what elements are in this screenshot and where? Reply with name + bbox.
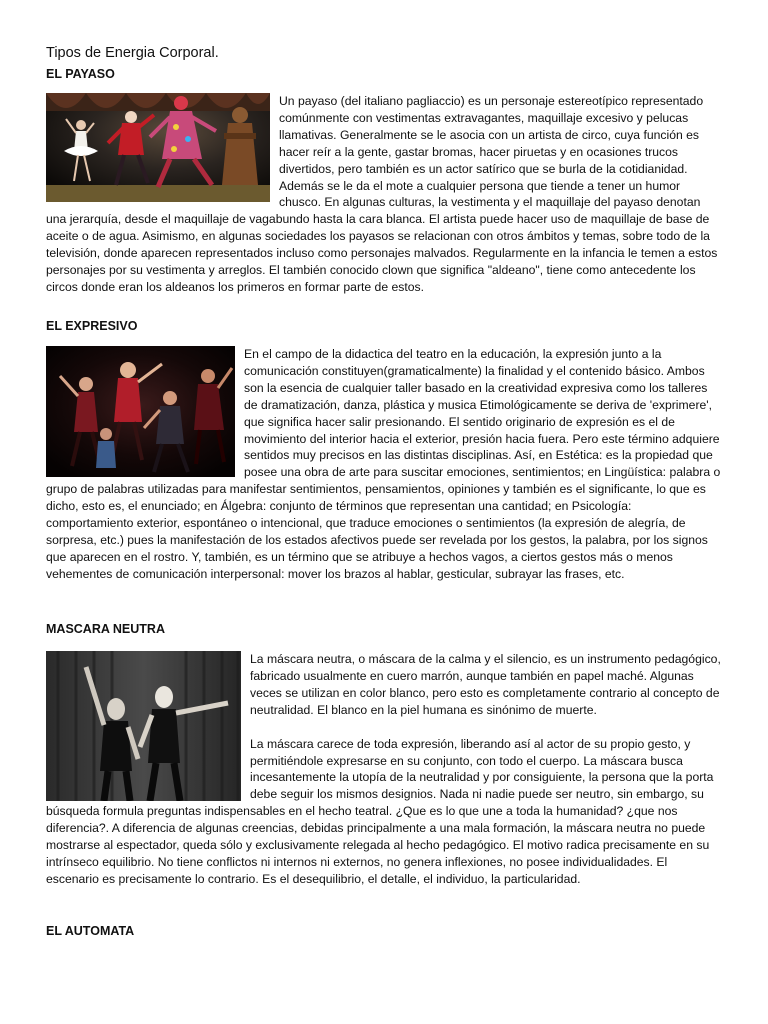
paragraph-mascara-neutra-1: La máscara neutra, o máscara de la calma y el silencio, es un instrumento pedagógico, fabricado usualmente en cuero marrón, aunque también en papel maché. Algunas veces se utilizan en color blanco, pero esto es completamente contrario al concepto de neutralidad. El blanco en la piel humana es sinónimo de muerte. — [250, 652, 721, 717]
clown-performers-photo — [46, 93, 270, 202]
heading-mascara-neutra: MASCARA NEUTRA — [46, 622, 165, 636]
section-el-expresivo — [46, 346, 722, 583]
heading-el-payaso: EL PAYASO — [46, 67, 115, 81]
paragraph-mascara-neutra-2: La máscara carece de toda expresión, liberando así al actor de su propio gesto, y permitiéndole expresarse en su conjunto, con todo el cuerpo. La máscara busca incesantemente la utopía de la neutralidad y por consiguiente, la persona que la porta debe seguir los mismos designios. Nada ni nadie puede ser neutro, sin embargo, su búsqueda formula preguntas indispensables en el hecho teatral. ¿Que es lo que une a toda la humanidad? ¿que nos diferencia?. A diferencia de algunas creencias, debidas principalmente a una mala formación, la máscara neutra no puede mostrarse al espectador, queda sólo y exclusivamente relegada al hecho pedagógico. El motivo radica precisamente en su intrínseco equilibrio. No tiene conflictos ni internos ni externos, no genera inflexiones, no posee individualidades. El escenario es precisamente lo contrario. Es el desequilibrio, el detalle, el individuo, la particularidad. — [46, 736, 714, 886]
heading-el-expresivo: EL EXPRESIVO — [46, 319, 138, 333]
section-el-payaso — [46, 93, 722, 296]
neutral-mask-actors-photo — [46, 651, 241, 801]
document-title: Tipos de Energia Corporal. — [46, 45, 219, 61]
paragraph-el-expresivo: En el campo de la didactica del teatro en la educación, la expresión junto a la comunicación constituyen(gramaticalmente) la finalidad y el contenido básico. Ambos son la esencia de cualquier taller basado en la creatividad expresiva como los talleres de dramatización, danza, plástica y musica Etimológicamente se deriva de 'exprimere', que significa hacer salir presionando. El sentido originario de expresión es el de movimiento del interior hacia el exterior, presión hacia fuera. Pero este término adquiere sentidos muy precisos en las distintas disciplinas. Así, en Estética: es la propiedad que posee una obra de arte para suscitar emociones, sentimientos; en Lingüística: palabra o grupo de palabras utilizadas para manifestar sentimientos, pensamientos, opiniones y también es el significante, lo que es dicho, esto es, el enunciado; en Álgebra: conjunto de términos que representan una cantidad; en Psicología: comportamiento exterior, espontáneo o intencional, que traduce emociones o sentimientos (la expresión de alegría, de sorpresa, etc.) pues la manifestación de los estados afectivos puede ser revelada por los gestos, la palabra, por los signos que aparecen en el rostro. Y, también, es un término que se atribuye a hechos vagos, a ciertos gestos más o menos vehementes de comunicación interpersonal: mover los brazos al hablar, gesticular, subrayar las frases, etc. — [46, 347, 721, 581]
section-mascara-neutra — [46, 651, 722, 888]
expressive-dancers-photo — [46, 346, 235, 477]
paragraph-el-payaso: Un payaso (del italiano pagliaccio) es un personaje estereotípico representado comúnmente con vestimentas extravagantes, maquillaje excesivo y pelucas llamativas. Generalmente se le asocia con un artista de circo, cuya función es hacer reír a la gente, gastar bromas, hacer piruetas y en ocasiones trucos divertidos, pero también es un actor satírico que se burla de la cotidianidad. Además se le da el mote a cualquier persona que tiende a tener un humor chusco. En algunas culturas, la vestimenta y el maquillaje del payaso denotan una jerarquía, desde el maquillaje de vagabundo hasta la cara blanca. El artista puede hacer uso de maquillaje de base de aceite o de agua. Asimismo, en algunas sociedades los payasos se relacionan con otros ámbitos y temas, sobre todo de la televisión, donde aparecen representados incluso como personajes malvados. Regularmente en la infancia le temen a estos personajes por su vestimenta y arreglos. El también conocido clown que significa "aldeano", tiene como antecedente los circos donde eran los aldeanos los primeros en formar parte de estos. — [46, 94, 718, 294]
heading-el-automata: EL AUTOMATA — [46, 924, 135, 938]
